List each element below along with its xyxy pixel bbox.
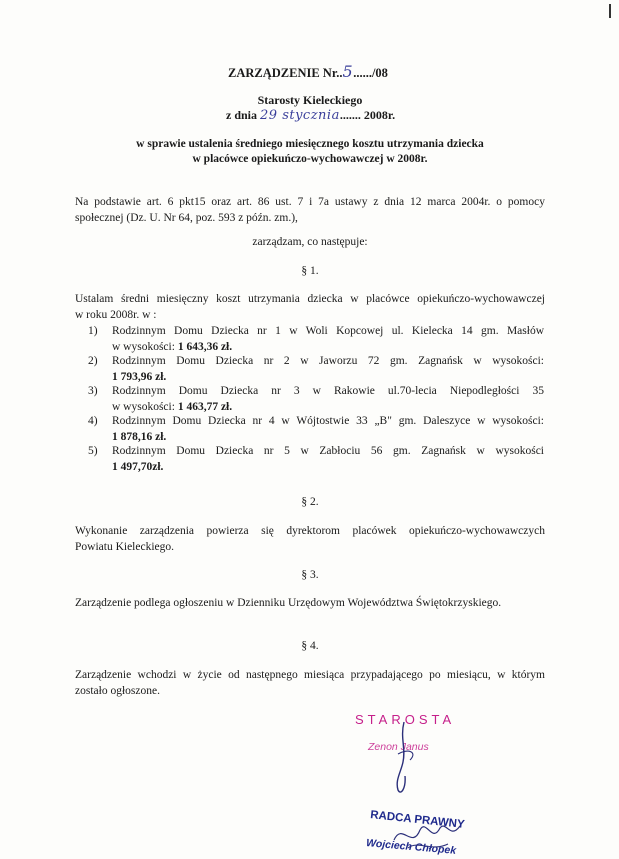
item-number: 4) (88, 415, 98, 427)
item-text: Rodzinnym Domu Dziecka nr 4 w Wójtostwie 33 „B" gm. Daleszyce w wysokości: (112, 415, 544, 427)
starosta-stamp-name: Zenon Janus (368, 741, 429, 753)
item-amount: 1 878,16 zł. (112, 431, 167, 443)
decree-line: zarządzam, co następuje: (252, 236, 368, 248)
document-title: ZARZĄDZENIE Nr..5....../08 (228, 62, 388, 81)
intro-line: Ustalam średni miesięczny koszt utrzymania dziecka w placówce opiekuńczo-wychowawczej (75, 293, 545, 305)
section-3-mark: § 3. (301, 569, 319, 581)
section-line: Powiatu Kieleckiego. (75, 541, 175, 553)
item-amount: 1 463,77 zł. (177, 401, 233, 413)
item-amount: 1 497,70zł. (112, 461, 164, 473)
item-amount: 1 793,96 zł. (112, 371, 167, 383)
section-2-mark: § 2. (301, 496, 319, 508)
starosta-signature-icon (370, 718, 460, 798)
section-2-text (75, 523, 545, 555)
subject-line: w placówce opiekuńczo-wychowawczej w 2008r. (192, 153, 428, 165)
item-number: 2) (88, 355, 98, 367)
section-4-mark: § 4. (301, 640, 319, 652)
scan-corner-mark (599, 4, 611, 18)
item-amount: 1 643,36 zł. (177, 341, 233, 353)
item-text: Rodzinnym Domu Dziecka nr 5 w Zabłociu 56 gm. Zagnańsk w wysokości (112, 445, 544, 457)
section-1-intro (75, 291, 545, 323)
intro-line: w roku 2008r. w : (75, 309, 157, 321)
item-label: w wysokości: (112, 341, 178, 353)
section-line: Wykonanie zarządzenia powierza się dyrektorom placówek opiekuńczo-wychowawczych (75, 525, 545, 537)
item-text: Rodzinnym Domu Dziecka nr 1 w Woli Kopcowej ul. Kielecka 14 gm. Masłów (112, 325, 544, 337)
starosta-stamp-title: STAROSTA (355, 712, 456, 727)
radca-stamp-name: Wojciech Chłopek (365, 837, 457, 857)
document-date: z dnia 29 stycznia....... 2008r. (226, 108, 396, 123)
item-number: 1) (88, 325, 98, 337)
item-number: 5) (88, 445, 98, 457)
item-text: Rodzinnym Domu Dziecka nr 2 w Jaworzu 72 gm. Zagnańsk w wysokości: (112, 355, 544, 367)
section-3-text: Zarządzenie podlega ogłoszeniu w Dzienniku Urzędowym Województwa Świętokrzyskiego. (75, 597, 502, 609)
section-1-mark: § 1. (301, 265, 319, 277)
section-line: zostało ogłoszone. (75, 685, 160, 697)
issuer: Starosty Kieleckiego (257, 93, 363, 107)
radca-stamp-title: RADCA PRAWNY (369, 809, 466, 831)
preamble (75, 194, 545, 226)
item-label: w wysokości: (112, 401, 178, 413)
item-number: 3) (88, 385, 98, 397)
subject-line: w sprawie ustalenia średniego miesięcznego kosztu utrzymania dziecka (136, 138, 484, 150)
handwritten-number: 5 (342, 62, 354, 81)
radca-signature-icon (388, 810, 468, 856)
item-text: Rodzinnym Domu Dziecka nr 3 w Rakowie ul.70-lecia Niepodległości 35 (112, 385, 544, 397)
preamble-line: Na podstawie art. 6 pkt15 oraz art. 86 ust. 7 i 7a ustawy z dnia 12 marca 2004r. o pomocy (75, 196, 545, 208)
handwritten-date: 29 stycznia (260, 108, 340, 123)
section-4-text (75, 667, 545, 699)
preamble-line: społecznej (Dz. U. Nr 64, poz. 593 z późn. zm.), (75, 212, 298, 224)
section-line: Zarządzenie wchodzi w życie od następnego miesiąca przypadającego po miesiącu, w którym (75, 669, 545, 681)
subject (100, 137, 520, 167)
